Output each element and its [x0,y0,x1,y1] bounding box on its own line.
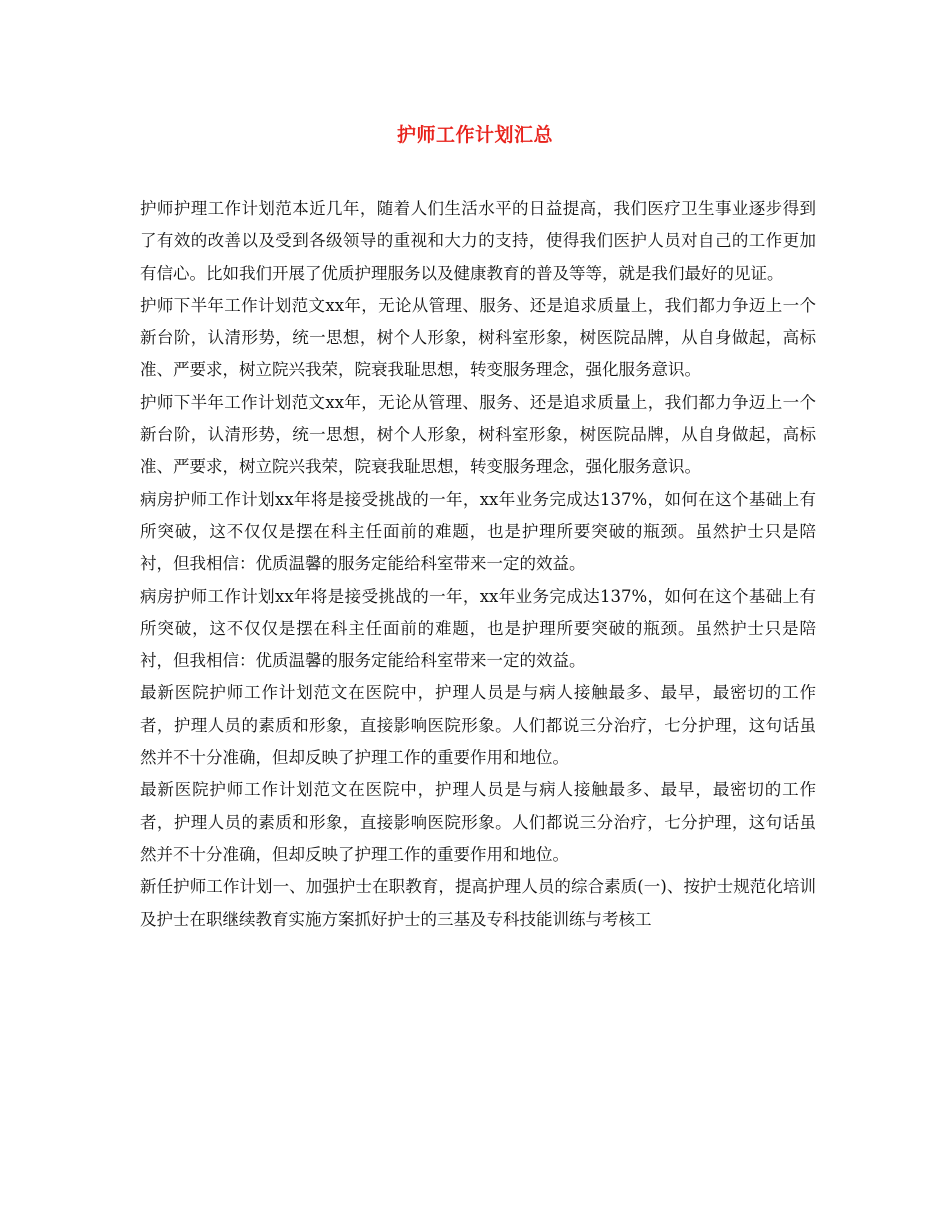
paragraph: 新任护师工作计划一、加强护士在职教育，提高护理人员的综合素质(一)、按护士规范化培训及护士在职继续教育实施方案抓好护士的三基及专科技能训练与考核工 [140,877,816,929]
document-body [140,193,816,936]
paragraph: 护师护理工作计划范本近几年，随着人们生活水平的日益提高，我们医疗卫生事业逐步得到了有效的改善以及受到各级领导的重视和大力的支持，使得我们医护人员对自己的工作更加有信心。比如我们开展了优质护理服务以及健康教育的普及等等，就是我们最好的见证。 [140,199,816,283]
document-title: 护师工作计划汇总 [396,124,553,146]
paragraph: 最新医院护师工作计划范文在医院中，护理人员是与病人接触最多、最早，最密切的工作者，护理人员的素质和形象，直接影响医院形象。人们都说三分治疗，七分护理，这句话虽然并不十分准确，但却反映了护理工作的重要作用和地位。 [140,780,816,864]
paragraph: 护师下半年工作计划范文xx年，无论从管理、服务、还是追求质量上，我们都力争迈上一个新台阶，认清形势，统一思想，树个人形象，树科室形象，树医院品牌，从自身做起，高标准、严要求，树立院兴我荣，院衰我耻思想，转变服务理念，强化服务意识。 [140,392,816,477]
paragraph: 护师下半年工作计划范文xx年，无论从管理、服务、还是追求质量上，我们都力争迈上一个新台阶，认清形势，统一思想，树个人形象，树科室形象，树医院品牌，从自身做起，高标准、严要求，树立院兴我荣，院衰我耻思想，转变服务理念，强化服务意识。 [140,295,816,380]
paragraph: 最新医院护师工作计划范文在医院中，护理人员是与病人接触最多、最早，最密切的工作者，护理人员的素质和形象，直接影响医院形象。人们都说三分治疗，七分护理，这句话虽然并不十分准确，但却反映了护理工作的重要作用和地位。 [140,683,816,768]
paragraph: 病房护师工作计划xx年将是接受挑战的一年，xx年业务完成达137%，如何在这个基础上有所突破，这不仅仅是摆在科主任面前的难题，也是护理所要突破的瓶颈。虽然护士只是陪衬，但我相信：优质温馨的服务定能给科室带来一定的效益。 [140,489,816,574]
paragraph: 病房护师工作计划xx年将是接受挑战的一年，xx年业务完成达137%，如何在这个基础上有所突破，这不仅仅是摆在科主任面前的难题，也是护理所要突破的瓶颈。虽然护士只是陪衬，但我相信：优质温馨的服务定能给科室带来一定的效益。 [140,586,816,671]
